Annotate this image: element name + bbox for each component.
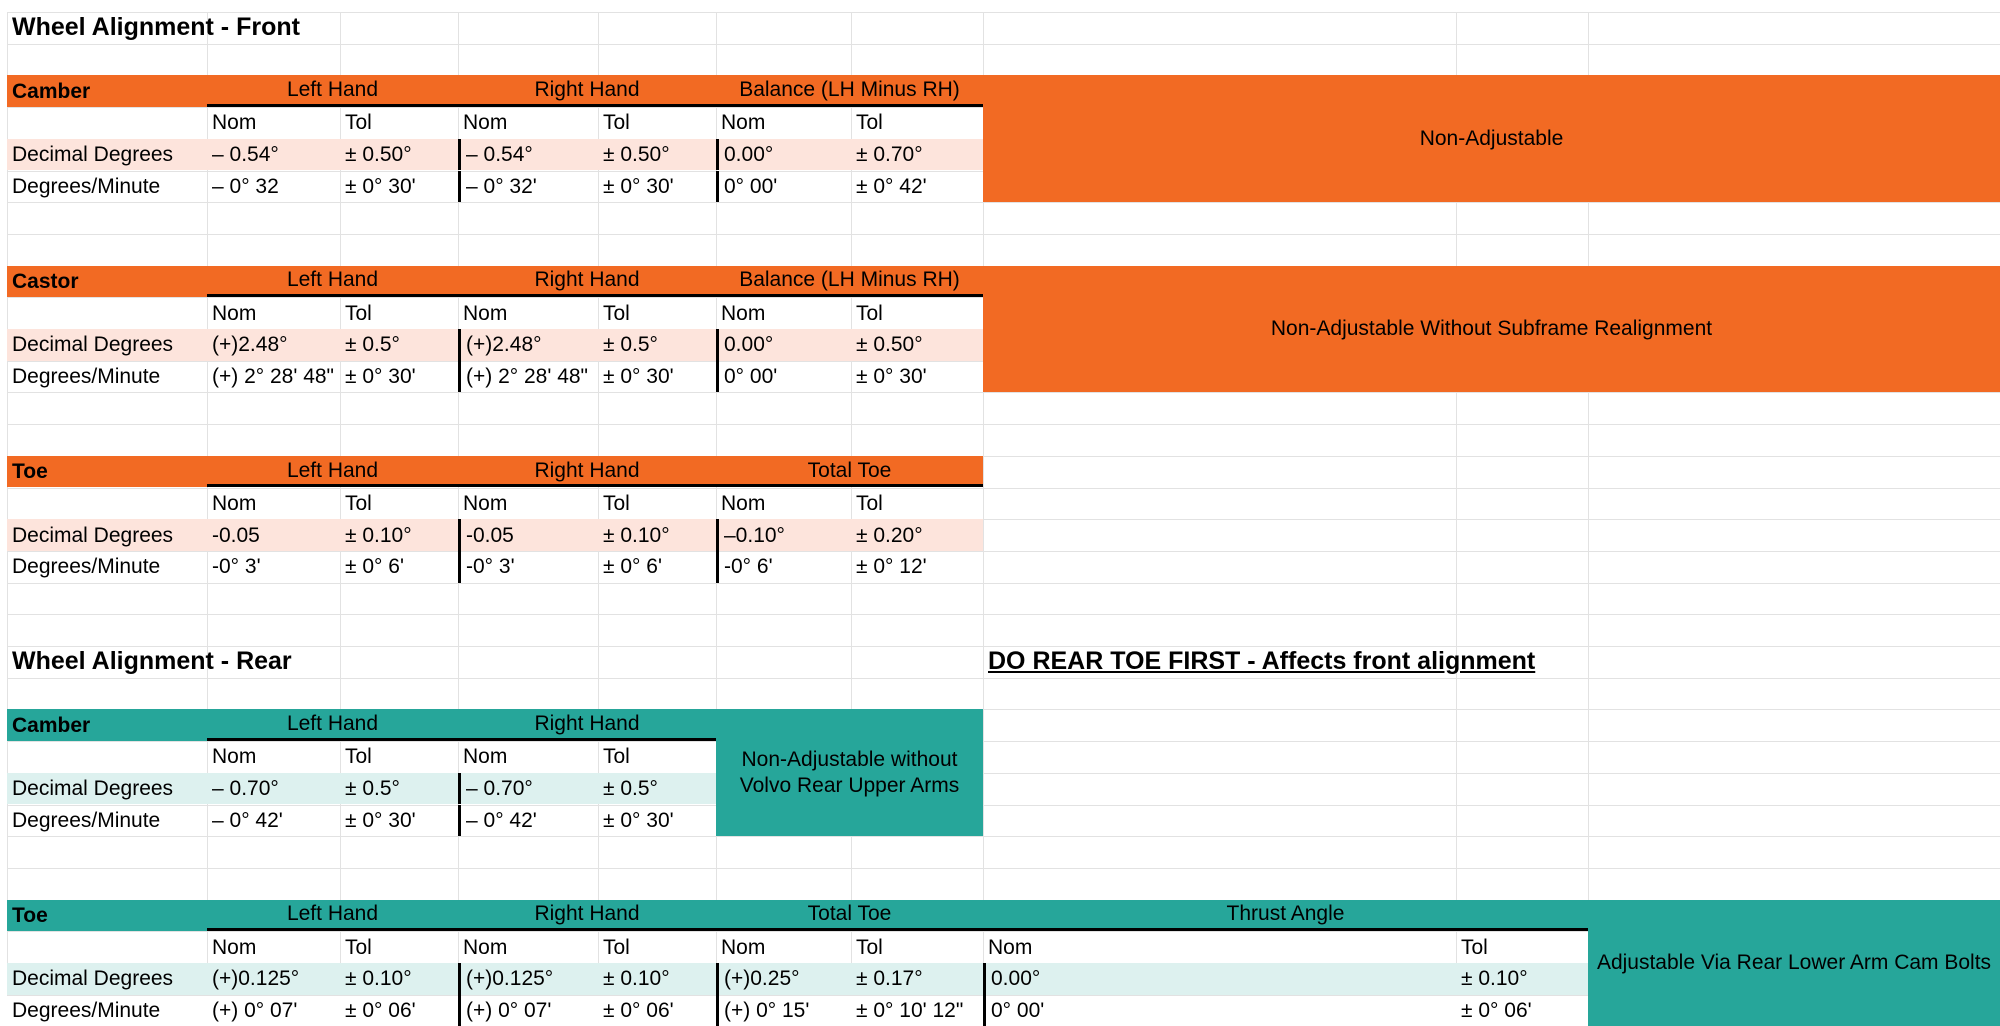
front-toe-value[interactable]: -0° 3': [212, 555, 261, 579]
front-castor-row-label[interactable]: Decimal Degrees: [7, 329, 207, 361]
rear-toe-subheader[interactable]: Nom: [988, 935, 1033, 959]
rear-camber-row-label[interactable]: Degrees/Minute: [12, 808, 161, 832]
front-castor-table-label[interactable]: Castor: [7, 266, 207, 298]
front-camber-group-header[interactable]: Left Hand: [207, 75, 458, 107]
front-toe-value[interactable]: ± 0° 6': [345, 555, 404, 579]
front-camber-value[interactable]: – 0.54°: [207, 139, 340, 171]
rear-toe-value[interactable]: 0.00°: [983, 963, 1456, 995]
rear-toe-value[interactable]: ± 0° 06': [1461, 999, 1532, 1023]
rear-camber-subheader[interactable]: Tol: [345, 745, 372, 769]
rear-camber-subheader[interactable]: Nom: [212, 745, 257, 769]
front-camber-group-header[interactable]: Balance (LH Minus RH): [716, 75, 983, 107]
front-castor-blank-cell[interactable]: [7, 297, 207, 329]
rear-camber-value[interactable]: – 0° 42': [212, 808, 283, 832]
rear-toe-value[interactable]: (+) 0° 15': [716, 995, 851, 1026]
rear-toe-value[interactable]: ± 0° 06': [603, 999, 674, 1023]
front-toe-value[interactable]: ± 0.20°: [851, 519, 983, 551]
rear-toe-adjustment-note[interactable]: Adjustable Via Rear Lower Arm Cam Bolts: [1588, 900, 2000, 1026]
front-castor-subheader[interactable]: Tol: [856, 301, 883, 325]
front-castor-value[interactable]: 0° 00': [716, 361, 851, 393]
rear-toe-group-header[interactable]: Thrust Angle: [983, 900, 1588, 932]
front-castor-group-header[interactable]: Balance (LH Minus RH): [716, 266, 983, 298]
rear-camber-row-label[interactable]: Decimal Degrees: [7, 773, 207, 805]
front-toe-value[interactable]: ± 0° 12': [856, 555, 927, 579]
front-camber-value[interactable]: ± 0° 30': [603, 174, 674, 198]
rear-camber-group-header[interactable]: Left Hand: [207, 709, 458, 741]
front-camber-subheader[interactable]: Nom: [463, 111, 508, 135]
front-toe-subheader[interactable]: Tol: [603, 491, 630, 515]
front-camber-value[interactable]: – 0.54°: [458, 139, 598, 171]
front-toe-value[interactable]: ± 0.10°: [598, 519, 716, 551]
rear-camber-value[interactable]: ± 0.5°: [598, 773, 716, 805]
front-camber-subheader[interactable]: Nom: [721, 111, 766, 135]
front-castor-value[interactable]: ± 0° 30': [603, 365, 674, 389]
front-castor-value[interactable]: (+)2.48°: [458, 329, 598, 361]
front-toe-subheader[interactable]: Nom: [212, 491, 257, 515]
rear-toe-subheader[interactable]: Tol: [603, 935, 630, 959]
front-castor-value[interactable]: (+) 2° 28' 48": [212, 365, 335, 389]
rear-toe-value[interactable]: (+) 0° 07': [212, 999, 298, 1023]
rear-camber-value[interactable]: ± 0° 30': [345, 808, 416, 832]
rear-toe-group-header[interactable]: Total Toe: [716, 900, 983, 932]
front-castor-row-label[interactable]: Degrees/Minute: [12, 365, 161, 389]
rear-toe-first-warning[interactable]: DO REAR TOE FIRST - Affects front alignment: [988, 647, 1536, 676]
rear-toe-subheader[interactable]: Tol: [345, 935, 372, 959]
front-camber-row-label[interactable]: Decimal Degrees: [7, 139, 207, 171]
rear-toe-value[interactable]: ± 0.10°: [1456, 963, 1588, 995]
front-castor-subheader[interactable]: Nom: [212, 301, 257, 325]
front-camber-blank-cell[interactable]: [7, 107, 207, 139]
rear-toe-value[interactable]: (+)0.125°: [458, 963, 598, 995]
front-castor-value[interactable]: ± 0.5°: [340, 329, 458, 361]
rear-toe-value[interactable]: ± 0.10°: [340, 963, 458, 995]
front-toe-row-label[interactable]: Degrees/Minute: [12, 555, 161, 579]
front-castor-group-header[interactable]: Left Hand: [207, 266, 458, 298]
grid-row-line: [7, 583, 2000, 584]
front-camber-value[interactable]: – 0° 32: [212, 174, 279, 198]
front-toe-value[interactable]: -0° 3': [458, 551, 598, 583]
front-castor-value[interactable]: ± 0.5°: [598, 329, 716, 361]
front-toe-blank-cell[interactable]: [7, 488, 207, 520]
front-castor-subheader[interactable]: Tol: [345, 301, 372, 325]
front-castor-adjustment-note[interactable]: Non-Adjustable Without Subframe Realignment: [983, 266, 2000, 393]
rear-camber-value[interactable]: ± 0.5°: [340, 773, 458, 805]
front-camber-value[interactable]: ± 0.50°: [340, 139, 458, 171]
front-camber-subheader[interactable]: Tol: [603, 111, 630, 135]
front-castor-value[interactable]: ± 0.50°: [851, 329, 983, 361]
rear-camber-subheader[interactable]: Tol: [603, 745, 630, 769]
front-toe-subheader[interactable]: Nom: [721, 491, 766, 515]
grid-row-line: [7, 202, 2000, 203]
grid-row-line: [7, 678, 2000, 679]
front-castor-value[interactable]: (+) 2° 28' 48": [458, 361, 598, 393]
rear-toe-value[interactable]: 0° 00': [983, 995, 1456, 1026]
rear-toe-value[interactable]: (+)0.25°: [716, 963, 851, 995]
front-toe-subheader[interactable]: Nom: [463, 491, 508, 515]
rear-toe-value[interactable]: (+) 0° 07': [458, 995, 598, 1026]
front-castor-value[interactable]: ± 0° 30': [345, 365, 416, 389]
front-camber-subheader[interactable]: Tol: [345, 111, 372, 135]
rear-camber-value[interactable]: ± 0° 30': [603, 808, 674, 832]
rear-camber-value[interactable]: – 0.70°: [207, 773, 340, 805]
rear-toe-value[interactable]: ± 0° 10' 12": [856, 999, 964, 1023]
rear-toe-value[interactable]: ± 0.10°: [598, 963, 716, 995]
front-camber-value[interactable]: 0.00°: [716, 139, 851, 171]
front-toe-value[interactable]: ± 0.10°: [340, 519, 458, 551]
grid-row-line: [7, 392, 2000, 393]
rear-camber-group-header[interactable]: Right Hand: [458, 709, 716, 741]
rear-toe-group-header[interactable]: Right Hand: [458, 900, 716, 932]
front-castor-subheader[interactable]: Nom: [721, 301, 766, 325]
rear-toe-subheader[interactable]: Nom: [463, 935, 508, 959]
rear-toe-row-label[interactable]: Degrees/Minute: [12, 999, 161, 1023]
front-camber-value[interactable]: ± 0.50°: [598, 139, 716, 171]
rear-camber-subheader[interactable]: Nom: [463, 745, 508, 769]
front-camber-value[interactable]: ± 0° 42': [856, 174, 927, 198]
front-toe-group-header[interactable]: Total Toe: [716, 456, 983, 488]
front-castor-value[interactable]: (+)2.48°: [207, 329, 340, 361]
grid-row-line: [7, 868, 2000, 869]
front-castor-value[interactable]: 0.00°: [716, 329, 851, 361]
front-castor-subheader[interactable]: Nom: [463, 301, 508, 325]
front-castor-subheader[interactable]: Tol: [603, 301, 630, 325]
front-camber-value[interactable]: 0° 00': [716, 171, 851, 203]
rear-camber-value[interactable]: – 0.70°: [458, 773, 598, 805]
grid-row-line: [7, 614, 2000, 615]
rear-toe-value[interactable]: ± 0° 06': [345, 999, 416, 1023]
front-section-title[interactable]: Wheel Alignment - Front: [12, 13, 300, 42]
rear-camber-adjustment-note[interactable]: Non-Adjustable without Volvo Rear Upper Arms: [716, 709, 983, 836]
rear-camber-table-label[interactable]: Camber: [7, 709, 207, 741]
front-camber-row-label[interactable]: Degrees/Minute: [12, 174, 161, 198]
front-camber-group-header[interactable]: Right Hand: [458, 75, 716, 107]
grid-row-line: [7, 234, 2000, 235]
rear-toe-row-label[interactable]: Decimal Degrees: [7, 963, 207, 995]
rear-toe-subheader[interactable]: Tol: [856, 935, 883, 959]
grid-row-line: [7, 836, 2000, 837]
front-castor-group-header[interactable]: Right Hand: [458, 266, 716, 298]
front-toe-value[interactable]: ± 0° 6': [603, 555, 662, 579]
grid-row-line: [7, 424, 2000, 425]
front-toe-value[interactable]: –0.10°: [716, 519, 851, 551]
rear-toe-subheader[interactable]: Nom: [721, 935, 766, 959]
rear-toe-subheader[interactable]: Nom: [212, 935, 257, 959]
front-camber-subheader[interactable]: Nom: [212, 111, 257, 135]
rear-toe-value[interactable]: (+)0.125°: [207, 963, 340, 995]
front-camber-subheader[interactable]: Tol: [856, 111, 883, 135]
rear-toe-subheader[interactable]: Tol: [1461, 935, 1488, 959]
front-camber-value[interactable]: ± 0° 30': [345, 174, 416, 198]
front-toe-subheader[interactable]: Tol: [856, 491, 883, 515]
rear-toe-value[interactable]: ± 0.17°: [851, 963, 983, 995]
front-toe-group-header[interactable]: Right Hand: [458, 456, 716, 488]
rear-camber-value[interactable]: – 0° 42': [458, 805, 598, 837]
front-toe-subheader[interactable]: Tol: [345, 491, 372, 515]
front-castor-value[interactable]: ± 0° 30': [856, 365, 927, 389]
front-toe-value[interactable]: -0.05: [458, 519, 598, 551]
rear-toe-table-label[interactable]: Toe: [7, 900, 207, 932]
grid-row-line: [7, 44, 2000, 45]
front-toe-value[interactable]: -0° 6': [716, 551, 851, 583]
front-camber-value[interactable]: ± 0.70°: [851, 139, 983, 171]
rear-camber-blank-cell[interactable]: [7, 741, 207, 773]
front-camber-table-label[interactable]: Camber: [7, 75, 207, 107]
front-camber-value[interactable]: – 0° 32': [458, 171, 598, 203]
front-toe-group-header[interactable]: Left Hand: [207, 456, 458, 488]
front-toe-value[interactable]: -0.05: [207, 519, 340, 551]
front-toe-table-label[interactable]: Toe: [7, 456, 207, 488]
rear-toe-group-header[interactable]: Left Hand: [207, 900, 458, 932]
front-camber-adjustment-note[interactable]: Non-Adjustable: [983, 75, 2000, 202]
front-toe-row-label[interactable]: Decimal Degrees: [7, 519, 207, 551]
rear-section-title[interactable]: Wheel Alignment - Rear: [12, 647, 292, 676]
rear-toe-blank-cell[interactable]: [7, 931, 207, 963]
